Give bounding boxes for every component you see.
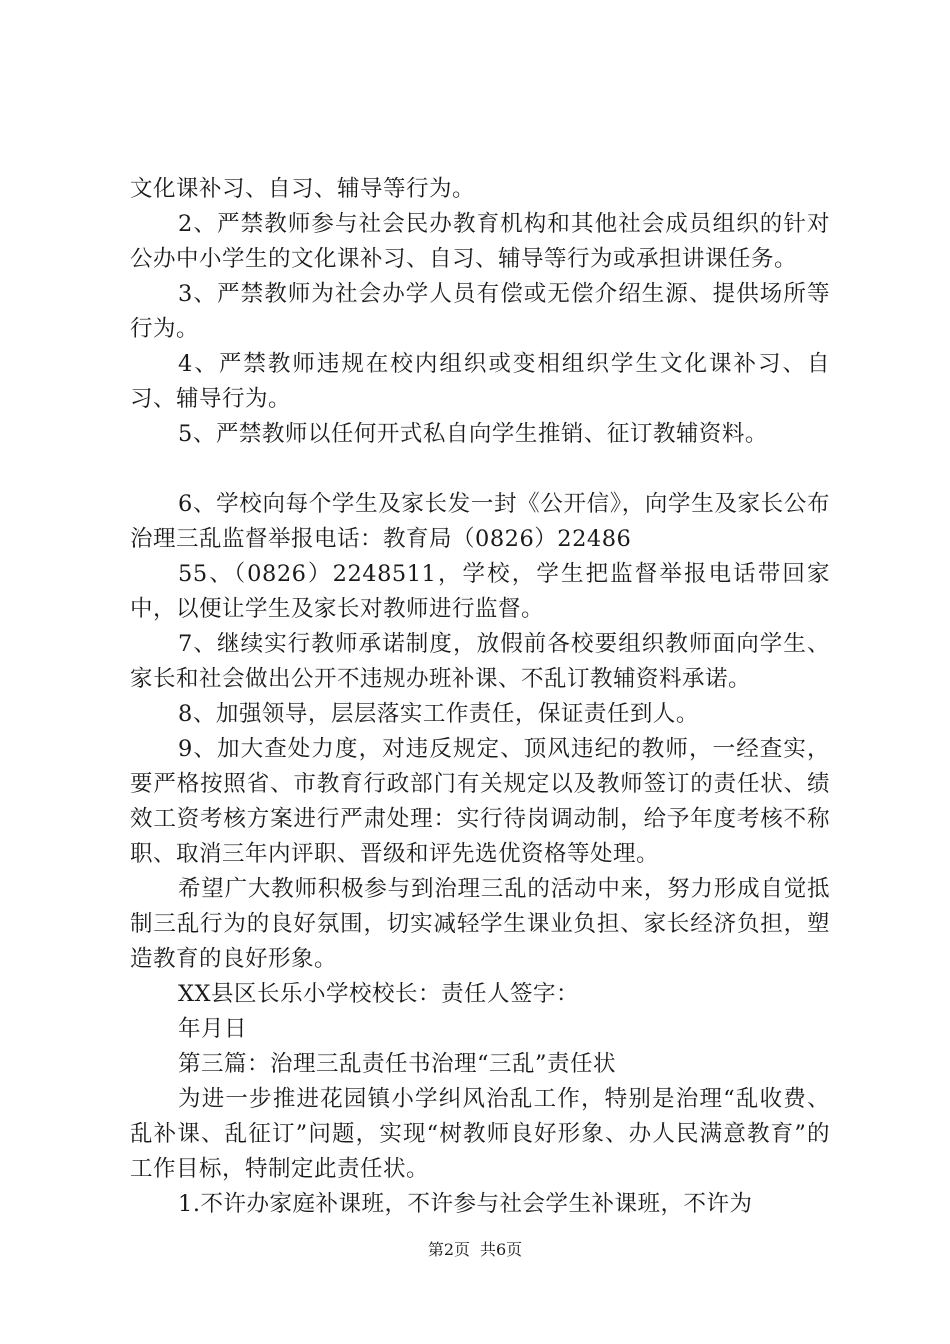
page-total: 共6页 [480,1240,523,1259]
paragraph-8: 7、继续实行教师承诺制度，放假前各校要组织教师面向学生、家长和社会做出公开不违规办班补课、不乱订教辅资料承诺。 [130,631,830,692]
paragraph-10: 9、加大查处力度，对违反规定、顶风违纪的教师，一经查实，要严格按照省、市教育行政部门有关规定以及教师签订的责任状、绩效工资考核方案进行严肃处理：实行待岗调动制，给予年度考核不称职、取消三年内评职、晋级和评先选优资格等处理。 [130,736,830,867]
page-footer [0,1238,950,1262]
paragraph-16: 1.不许办家庭补课班，不许参与社会学生补课班，不许为 [178,1191,753,1217]
paragraph-11: 希望广大教师积极参与到治理三乱的活动中来，努力形成自觉抵制三乱行为的良好氛围，切实减轻学生课业负担、家长经济负担，塑造教育的良好形象。 [130,876,830,972]
paragraph-5: 5、严禁教师以任何开式私自向学生推销、征订教辅资料。 [178,421,768,447]
page-number: 第2页 [427,1240,470,1259]
paragraph-3: 3、严禁教师为社会办学人员有偿或无偿介绍生源、提供场所等行为。 [130,281,830,342]
paragraph-15: 为进一步推进花园镇小学纠风治乱工作，特别是治理“乱收费、乱补课、乱征订”问题，实现“树教师良好形象、办人民满意教育”的工作目标，特制定此责任状。 [130,1086,830,1182]
paragraph-7: 55、（0826）2248511，学校，学生把监督举报电话带回家中，以便让学生及家长对教师进行监督。 [130,561,830,622]
document-body [130,172,830,1222]
paragraph-4: 4、严禁教师违规在校内组织或变相组织学生文化课补习、自习、辅导行为。 [130,351,830,412]
paragraph-1: 文化课补习、自习、辅导等行为。 [130,176,476,202]
date-line: 年月日 [178,1016,248,1042]
paragraph-2: 2、严禁教师参与社会民办教育机构和其他社会成员组织的针对公办中小学生的文化课补习、自习、辅导等行为或承担讲课任务。 [130,211,830,272]
signature-line: XX县区长乐小学校校长：责任人签字： [178,981,580,1007]
section-heading: 第三篇：治理三乱责任书治理“三乱”责任状 [178,1051,617,1077]
paragraph-6: 6、学校向每个学生及家长发一封《公开信》，向学生及家长公布治理三乱监督举报电话：教育局（0826）22486 [130,491,830,552]
paragraph-9: 8、加强领导，层层落实工作责任，保证责任到人。 [178,701,699,727]
